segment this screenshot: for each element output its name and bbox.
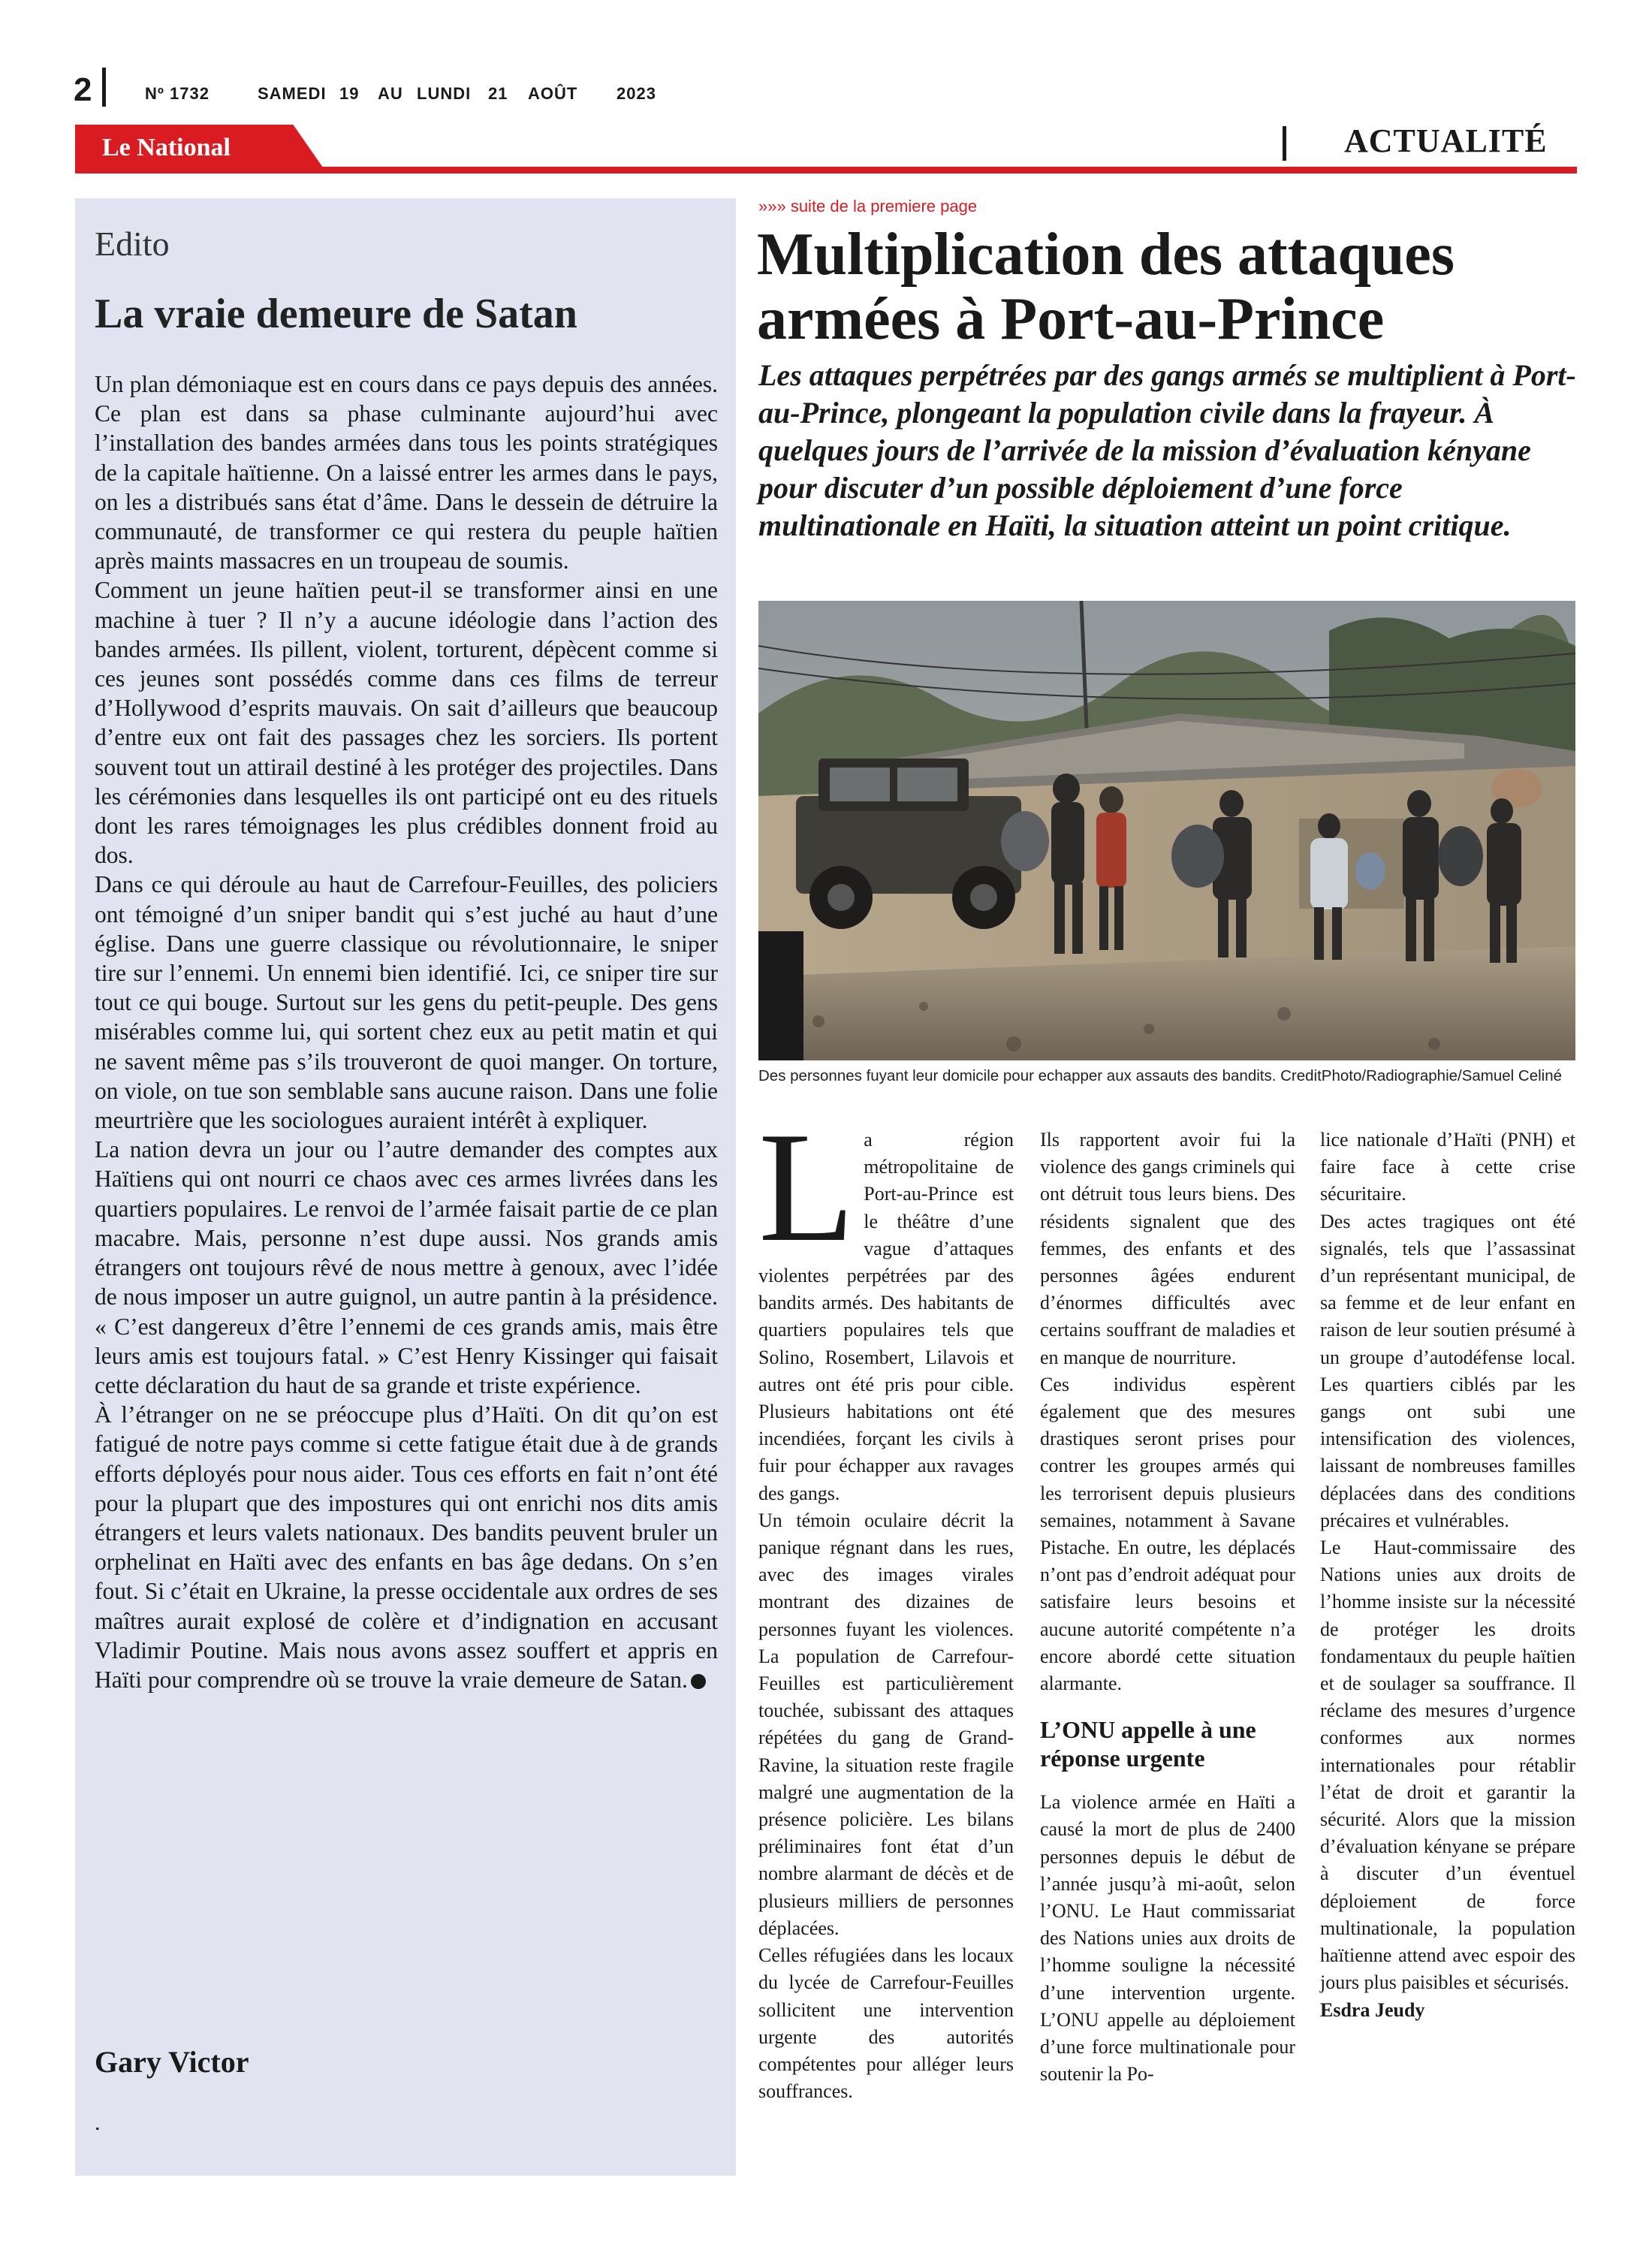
date-day2: LUNDI — [417, 84, 472, 103]
article-paragraph: lice nationale d’Haïti (PNH) et faire face à cette crise sécuritaire. — [1320, 1129, 1575, 1205]
article-paragraph — [758, 1100, 1014, 1507]
article-lede: Les attaques perpétrées par des gangs armés se multiplient à Port-au-Prince, plongeant la population civile dans la frayeur. À quelques jours de l’arrivée de la mission d’évaluation kényane pour discuter d’un possible déploiement d’une force multinationale en Haïti, la situation atteint un point critique. — [758, 358, 1576, 542]
photo-illustration — [758, 601, 1575, 1060]
edito-author: Gary Victor — [95, 2045, 249, 2079]
article-column-3 — [1320, 1126, 1575, 2024]
article-paragraph: Des actes tragiques ont été signalés, tels que l’assassinat d’un représentant municipal, de sa femme et de leur enfant en raison de leur soutien présumé à un groupe d’autodéfense local. Les quartiers ciblés par les gangs ont subi une intensification des violences, laissant de nombreuses familles déplacées dans des conditions précaires et vulnérables. — [1320, 1210, 1575, 1531]
article-headline: Multiplication des attaques armées à Port-au-Prince — [757, 222, 1455, 352]
masthead-label: Le National — [102, 134, 231, 161]
edito-body — [95, 369, 718, 1694]
end-mark-icon — [691, 1674, 706, 1689]
edito-title: La vraie demeure de Satan — [95, 291, 577, 337]
article-paragraph: La violence armée en Haïti a causé la mort de plus de 2400 personnes depuis le début de l’année jusqu’à mi-août, selon l’ONU. Le Haut commissariat des Nations unies aux droits de l’homme souligne la nécessité d’une intervention urgente. L’ONU appelle au déploiement d’une force multinationale pour soutenir la Po- — [1040, 1791, 1295, 2086]
edito-paragraph: Un plan démoniaque est en cours dans ce pays depuis des années. Ce plan est dans sa phase culminante aujourd’hui avec l’installation des bandes armées dans tous les points stratégiques de la capitale haïtienne. On a laissé entrer les armes dans le pays, on les a distribués sans état d’âme. Dans le dessein de détruire la communauté, de transformer ce qui restera du peuple haïtien après maints massacres en un troupeau de soumis. — [95, 371, 718, 575]
section-title: ACTUALITÉ — [1344, 122, 1548, 159]
edito-paragraph: Dans ce qui déroule au haut de Carrefour-Feuilles, des policiers ont témoigné d’un sniper bandit qui s’est juché au haut d’une église. Dans une guerre classique ou révolutionnaire, le sniper tire sur l’ennemi. Un ennemi bien identifié. Ici, ce sniper tire sur tout ce qui bouge. Surtout sur les gens du petit-peuple. Des gens misérables comme lui, qui sortent chez eux au petit matin et qui ne savent même pas s’ils trouveront de quoi manger. On torture, on viole, on tue son semblable sans aucune raison. Dans une folie meurtrière que les sociologues auraient intérêt à expliquer. — [95, 871, 718, 1134]
date-month: AOÛT — [528, 84, 578, 103]
date-num1: 19 — [339, 84, 360, 103]
article-paragraph: Celles réfugiées dans les locaux du lycée de Carrefour-Feuilles sollicitent une intervention urgente des autorités compétentes pour alléger leurs souffrances. — [758, 1944, 1014, 2103]
drop-cap: L — [758, 1100, 855, 1274]
article-column-2 — [1040, 1126, 1295, 2089]
article-paragraph: Un témoin oculaire décrit la panique régnant dans les rues, avec des images virales montrant des dizaines de personnes fuyant les violences. La population de Carrefour-Feuilles est particulièrement touchée, subissant des attaques répétées du gang de Grand-Ravine, la situation reste fragile malgré une augmentation de la présence policière. Les bilans préliminaires font état d’un nombre alarmant de décès et de plusieurs milliers de personnes déplacées. — [758, 1509, 1014, 1939]
article-paragraph: Le Haut-commissaire des Nations unies aux droits de l’homme insiste sur la nécessité de protéger les droits fondamentaux du peuple haïtien et de soulager sa souffrance. Il réclame des mesures d’urgence conformes aux normes internationales pour rétablir l’état de droit et garantir la sécurité. Alors que la mission d’évaluation kényane se prépare à discuter d’un éventuel déploiement de force multinationale, la population haïtienne attend avec espoir des jours plus paisibles et sécurisés. — [1320, 1537, 1575, 1994]
issue-number: Nº 1732 — [145, 84, 210, 103]
edito-paragraph: Comment un jeune haïtien peut-il se transformer ainsi en une machine à tuer ? Il n’y a aucune idéologie dans l’action des bandes armées. Ils pillent, violent, torturent, dépècent comme si ces jeunes sont possédés comme dans ces films de terreur d’Hollywood d’esprits mauvais. On sait d’ailleurs que beaucoup d’entre eux ont fait des passages chez les sorciers. Ils portent souvent tout un attirail destiné à les protéger des projectiles. Dans les cérémonies dans lesquelles ils ont participé ont eu des rituels dont les rares témoignages les plus crédibles donnent froid au dos. — [95, 577, 718, 869]
photo-caption: Des personnes fuyant leur domicile pour echapper aux assauts des bandits. CreditPhoto/Radiographie/Samuel Celiné — [758, 1067, 1563, 1084]
date-year: 2023 — [616, 84, 656, 103]
page-number-divider — [102, 68, 106, 107]
article-paragraph-text: a région métropolitaine de Port-au-Prince est le théâtre d’une vague d’attaques violentes perpétrées par des bandits armés. Des habitants de quartiers populaires tels que Solino, Rosembert, Lilavois et autres ont été pris pour cible. Plusieurs habitations ont été incendiées, forçant les civils à fuir pour échapper aux ravages des gangs. — [758, 1129, 1014, 1504]
edito-trailing-dot: . — [95, 2110, 101, 2135]
article-photo — [758, 601, 1575, 1060]
page-number: 2 — [74, 71, 92, 108]
edito-paragraph-last — [95, 1400, 718, 1694]
edito-paragraph-text: À l’étranger on ne se préoccupe plus d’Haïti. On dit qu’on est fatigué de notre pays comme si cette fatigue était due à de grands efforts déployés pour nous aider. Tous ces efforts en fait n’ont été pour la plupart que des impostures qui ont enrichi nos dits amis étrangers et leurs valets nationaux. Des bandits peuvent bruler un orphelinat en Haïti avec des enfants en bas âge dedans. On s’en fout. Si c’était en Ukraine, la presse occidentale aux ordres de ses maîtres aurait explosé de colère et d’indignation en accusant Vladimir Poutine. Mais nous avons assez souffert et appris en Haïti pour comprendre où se trouve la vraie demeure de Satan. — [95, 1401, 718, 1693]
date-day1: SAMEDI — [258, 84, 327, 103]
article-byline: Esdra Jeudy — [1320, 1998, 1425, 2021]
article-paragraph: Ils rapportent avoir fui la violence des gangs criminels qui ont détruit tous leurs biens. Des résidents signalent que des femmes, des enfants et des personnes âgées endurent d’énormes difficultés avec certains souffrant de maladies et en manque de nourriture. — [1040, 1129, 1295, 1368]
date-au: AU — [378, 84, 403, 103]
date-num2: 21 — [488, 84, 508, 103]
article-subhead: L’ONU appelle à une réponse urgente — [1040, 1716, 1256, 1772]
continued-label: »»» suite de la premiere page — [758, 197, 978, 216]
edito-paragraph: La nation devra un jour ou l’autre demander des comptes aux Haïtiens qui ont nourri ce chaos avec ces armes livrées dans les quartiers populaires. Le renvoi de l’armée faisait partie de ce plan macabre. Mais, personne n’est dupe aussi. Nos grands amis étrangers ont toujours rêvé de nous mettre à genoux, avec l’idée de nous imposer un autre guignol, un autre pantin à la présidence. « C’est dangereux d’être l’ennemi de ces grands amis, mais être leurs amis est toujours fatal. » C’est Henry Kissinger qui faisait cette déclaration du haut de sa grande et triste expérience. — [95, 1136, 718, 1398]
edito-label: Edito — [95, 225, 170, 263]
header-rule — [75, 167, 1577, 173]
article-column-1 — [758, 1100, 1014, 2105]
article-paragraph: Ces individus espèrent également que des mesures drastiques seront prises pour contrer les groupes armés qui les terrorisent depuis plusieurs semaines, notamment à Savane Pistache. En outre, les déplacés n’ont pas d’endroit adéquat pour satisfaire leurs besoins et aucune autorité compétente n’a encore abordé cette situation alarmante. — [1040, 1373, 1295, 1695]
section-divider — [1283, 126, 1286, 161]
